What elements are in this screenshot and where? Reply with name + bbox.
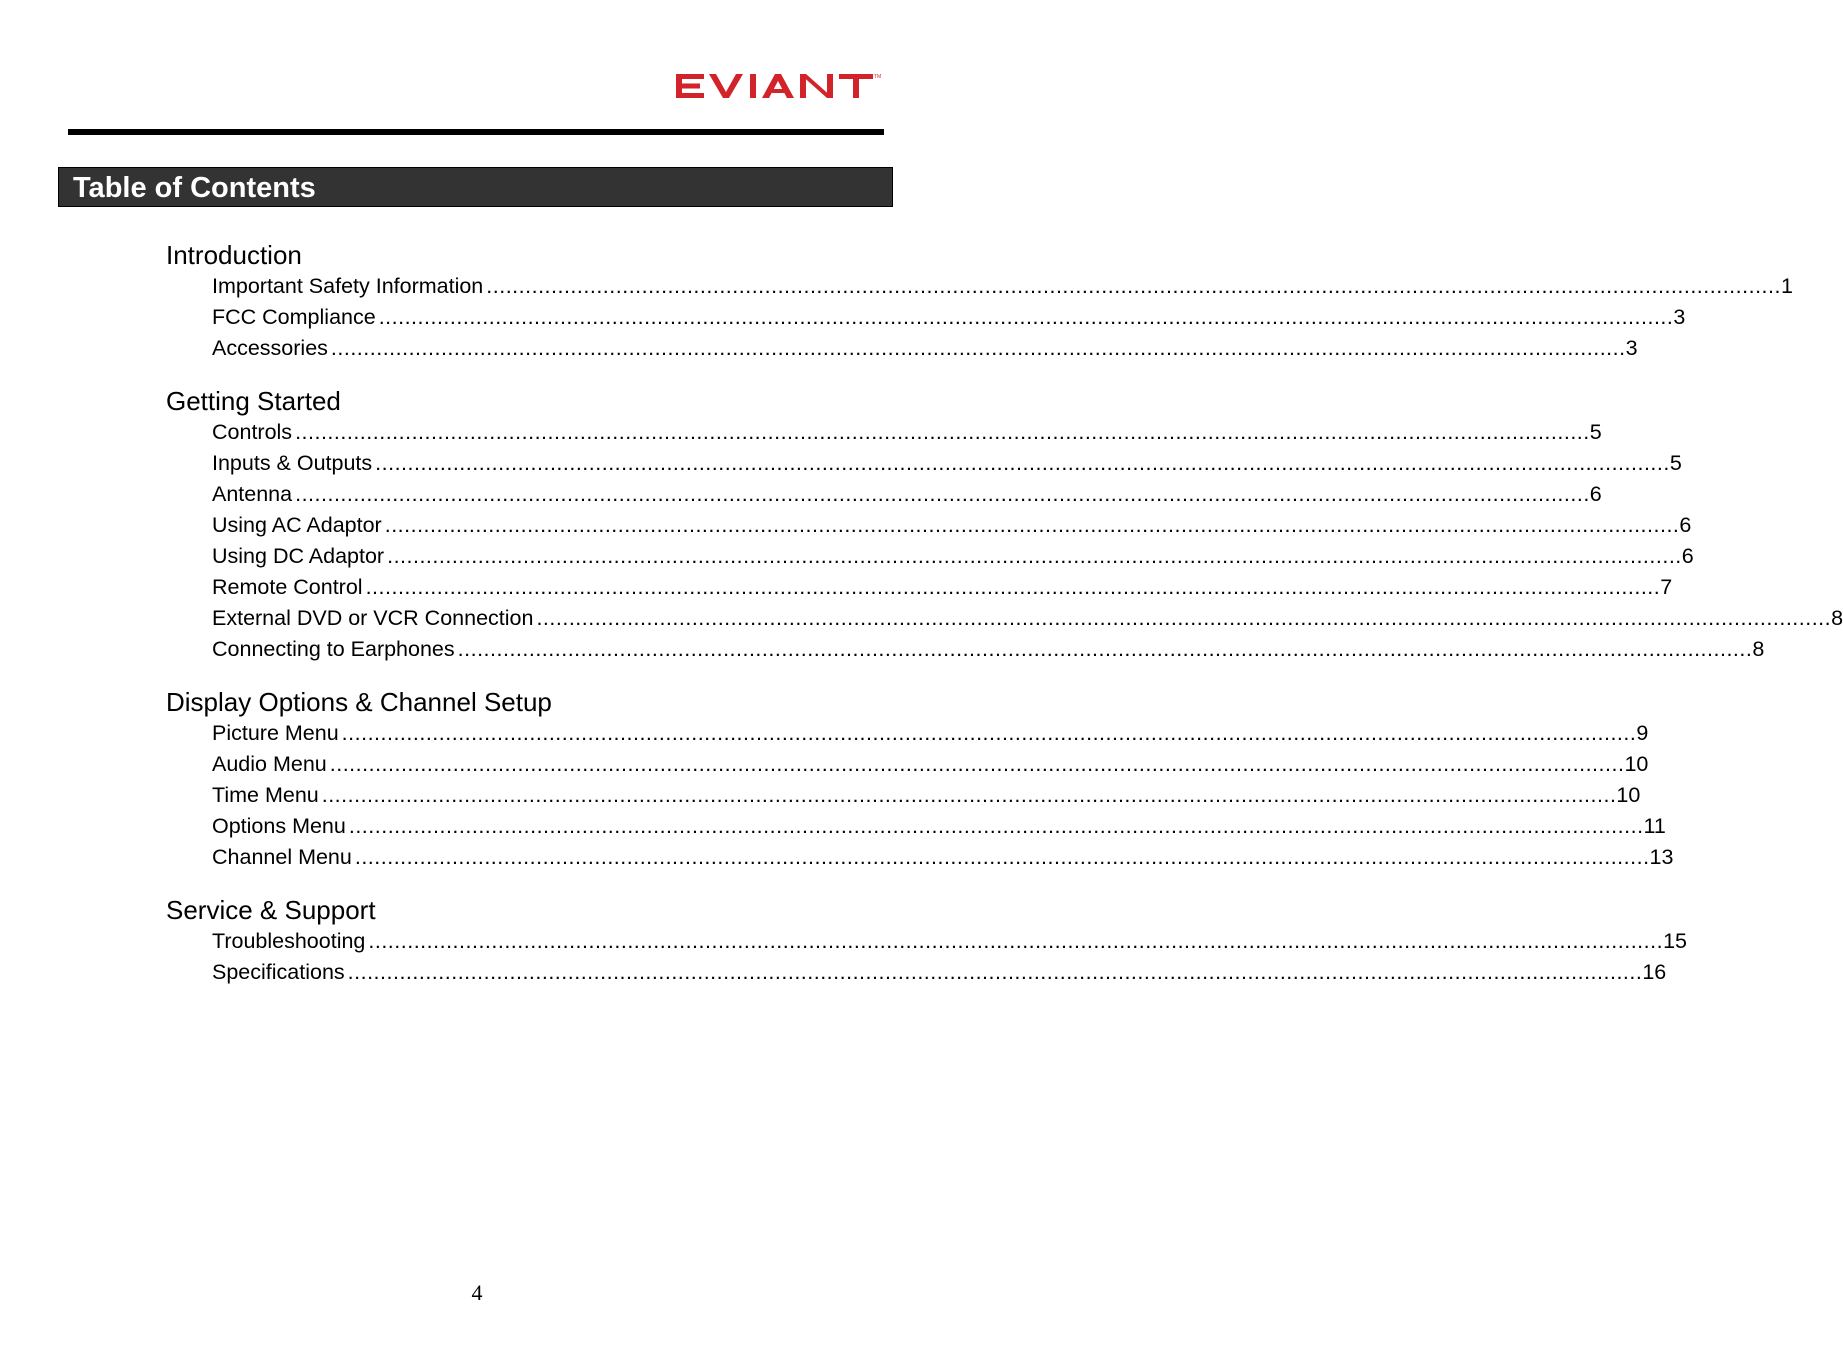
toc-entry-page: 7: [1660, 575, 1673, 599]
toc-entry-page: 16: [1642, 960, 1667, 984]
toc-entry[interactable]: [212, 780, 1641, 811]
dot-leader: ........................................................................................................................................................................................................: [354, 845, 1650, 869]
dot-leader: ........................................................................................................................................................................................................: [375, 451, 1670, 475]
toc-entry[interactable]: [212, 417, 1602, 448]
dot-leader: ........................................................................................................................................................................................................: [348, 814, 1644, 838]
toc-entry-page: 13: [1649, 845, 1674, 869]
toc-entry[interactable]: [212, 634, 1765, 665]
dot-leader: ........................................................................................................................................................................................................: [457, 637, 1753, 661]
toc-entry-page: 8: [1831, 606, 1843, 630]
svg-text:TM: TM: [874, 74, 882, 80]
toc-entry[interactable]: [212, 718, 1649, 749]
toc-entry[interactable]: [212, 510, 1692, 541]
toc-section: [166, 894, 1687, 988]
toc-entry-label: Antenna: [212, 482, 293, 506]
toc-entry-label: FCC Compliance: [212, 305, 376, 329]
toc-entry-page: 8: [1752, 637, 1765, 661]
section-title: Getting Started: [166, 386, 341, 416]
toc-entry[interactable]: [212, 448, 1682, 479]
dot-leader: ........................................................................................................................................................................................................: [384, 513, 1680, 537]
dot-leader: ........................................................................................................................................................................................................: [295, 482, 1590, 506]
toc-entry-page: 15: [1663, 929, 1687, 953]
toc-entry-page: 6: [1681, 544, 1694, 568]
toc-section: [166, 686, 1674, 873]
toc-entry-page: 6: [1679, 513, 1692, 537]
toc-entry-page: 9: [1636, 721, 1649, 745]
eviant-logo-graphic: [676, 70, 881, 102]
toc-entry-label: Controls: [212, 420, 293, 444]
toc-entry[interactable]: [212, 572, 1673, 603]
toc-entry-label: Time Menu: [212, 783, 319, 807]
toc-entry-page: 5: [1669, 451, 1682, 475]
section-title: Display Options & Channel Setup: [166, 687, 552, 717]
table-of-contents: [166, 239, 1843, 1009]
dot-leader: ........................................................................................................................................................................................................: [329, 752, 1625, 776]
toc-entry[interactable]: [212, 603, 1843, 634]
dot-leader: ........................................................................................................................................................................................................: [536, 606, 1832, 630]
toc-entry-label: Channel Menu: [212, 845, 352, 869]
dot-leader: ........................................................................................................................................................................................................: [368, 929, 1664, 953]
toc-entry[interactable]: [212, 842, 1674, 873]
dot-leader: ........................................................................................................................................................................................................: [330, 336, 1626, 360]
toc-entry-label: Inputs & Outputs: [212, 451, 373, 475]
toc-entry-page: 10: [1616, 783, 1641, 807]
toc-entry-label: Remote Control: [212, 575, 363, 599]
toc-entry[interactable]: [212, 926, 1687, 957]
toc-entry-page: 11: [1643, 814, 1666, 838]
section-title: Service & Support: [166, 895, 376, 925]
toc-entry-page: 6: [1589, 482, 1602, 506]
toc-entry[interactable]: [212, 333, 1638, 364]
toc-entry[interactable]: [212, 302, 1686, 333]
toc-entry-label: Connecting to Earphones: [212, 637, 455, 661]
toc-entry-label: Accessories: [212, 336, 328, 360]
toc-entry-page: 10: [1624, 752, 1649, 776]
toc-entry[interactable]: [212, 957, 1667, 988]
dot-leader: ........................................................................................................................................................................................................: [341, 721, 1637, 745]
toc-entry[interactable]: [212, 749, 1649, 780]
eviant-logo: [676, 70, 881, 102]
toc-entry-label: Using AC Adaptor: [212, 513, 382, 537]
toc-entry-label: Using DC Adaptor: [212, 544, 385, 568]
toc-entry-label: Picture Menu: [212, 721, 339, 745]
toc-entry-page: 3: [1625, 336, 1638, 360]
toc-entry-label: Audio Menu: [212, 752, 327, 776]
toc-entry-label: Specifications: [212, 960, 345, 984]
page-number: 4: [471, 1280, 483, 1305]
toc-entry[interactable]: [212, 271, 1793, 302]
page-title: Table of Contents: [73, 172, 316, 204]
dot-leader: ........................................................................................................................................................................................................: [486, 274, 1781, 298]
dot-leader: ........................................................................................................................................................................................................: [347, 960, 1643, 984]
toc-header-bar: [58, 167, 893, 207]
toc-entry-label: Troubleshooting: [212, 929, 366, 953]
toc-entry[interactable]: [212, 811, 1666, 842]
toc-entry-page: 5: [1589, 420, 1602, 444]
toc-entry-page: 3: [1673, 305, 1686, 329]
section-title: Introduction: [166, 240, 302, 270]
toc-entry[interactable]: [212, 479, 1602, 510]
dot-leader: ........................................................................................................................................................................................................: [295, 420, 1590, 444]
toc-entry-label: Important Safety Information: [212, 274, 484, 298]
toc-entry-label: Options Menu: [212, 814, 346, 838]
dot-leader: ........................................................................................................................................................................................................: [378, 305, 1674, 329]
dot-leader: ........................................................................................................................................................................................................: [321, 783, 1617, 807]
header-rule: [68, 129, 884, 135]
toc-entry-page: 1: [1780, 274, 1793, 298]
toc-section: [166, 385, 1843, 665]
dot-leader: ........................................................................................................................................................................................................: [387, 544, 1682, 568]
toc-entry[interactable]: [212, 541, 1694, 572]
toc-section: [166, 239, 1793, 364]
dot-leader: ........................................................................................................................................................................................................: [365, 575, 1661, 599]
toc-entry-label: External DVD or VCR Connection: [212, 606, 534, 630]
